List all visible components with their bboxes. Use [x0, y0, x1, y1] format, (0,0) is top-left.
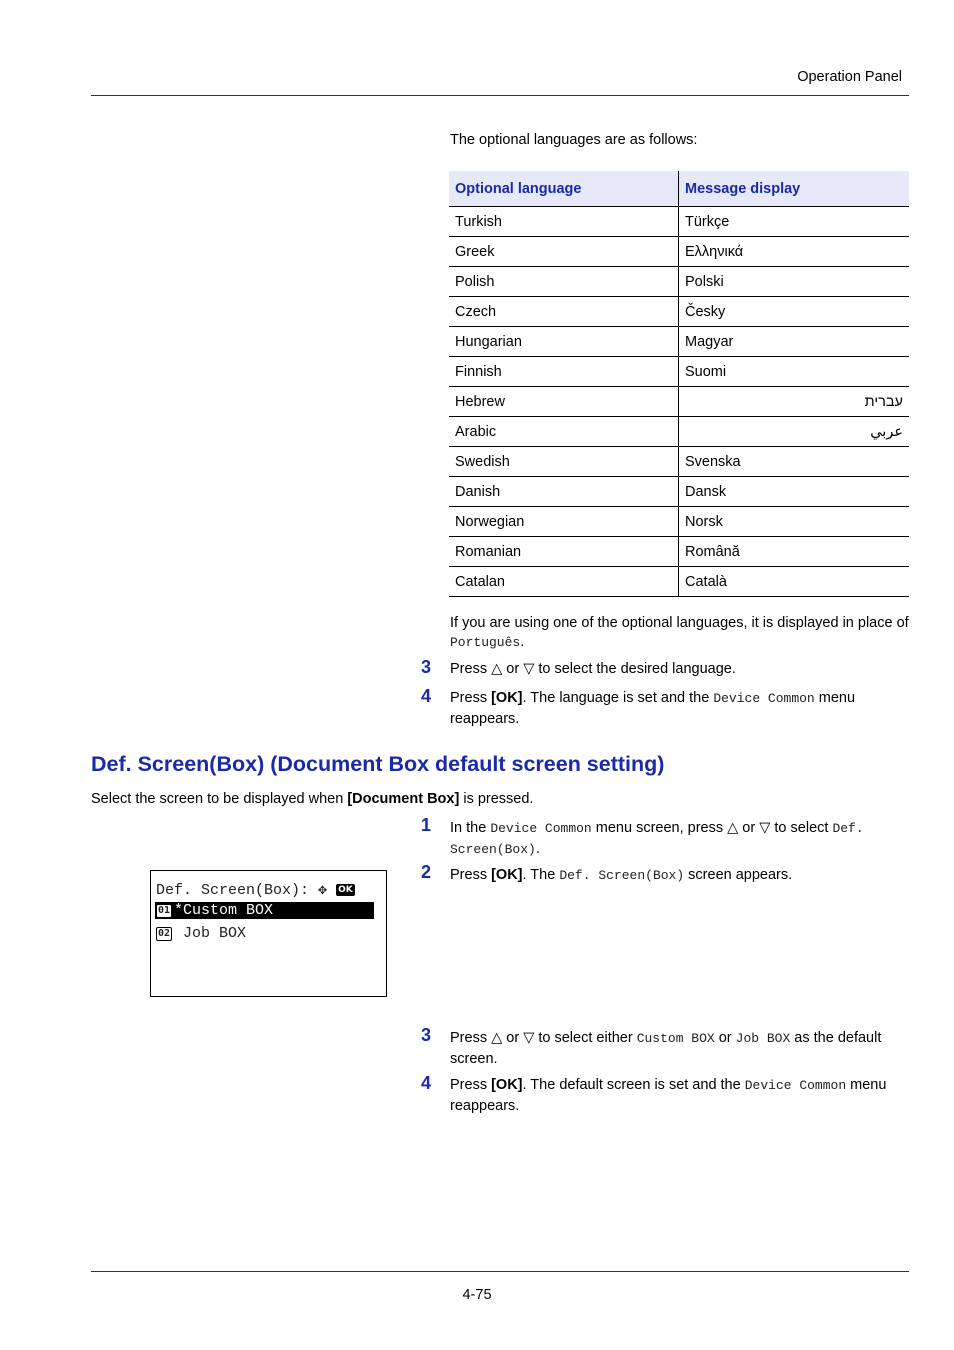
index-badge: 01	[158, 905, 171, 916]
message-display-cell: Česky	[679, 297, 910, 327]
languages-table	[449, 171, 909, 597]
language-name-cell: Turkish	[449, 207, 679, 237]
step-number: 4	[421, 686, 432, 706]
column-header: Message display	[679, 171, 910, 207]
table-row	[449, 447, 909, 477]
language-name-cell: Polish	[449, 267, 679, 297]
language-name-cell: Czech	[449, 297, 679, 327]
table-header-row	[449, 171, 909, 207]
header-section-title: Operation Panel	[797, 69, 902, 85]
message-display-cell: Magyar	[679, 327, 910, 357]
table-row	[449, 387, 909, 417]
table-row	[449, 507, 909, 537]
index-badge: 02	[158, 928, 171, 939]
table-row	[449, 237, 909, 267]
step-number: 4	[421, 1073, 432, 1093]
table-row	[449, 297, 909, 327]
message-display-cell: Polski	[679, 267, 910, 297]
message-display-cell: عربي	[679, 417, 910, 447]
lcd-title: Def. Screen(Box): ✥ OK	[156, 882, 353, 899]
section-description: Select the screen to be displayed when [Document Box] is pressed.	[91, 791, 534, 807]
message-display-cell: Dansk	[679, 477, 910, 507]
step-text: Press [OK]. The default screen is set and the Device Common menu reappears.	[450, 1077, 887, 1114]
message-display-cell: Norsk	[679, 507, 910, 537]
language-name-cell: Danish	[449, 477, 679, 507]
message-display-cell: Suomi	[679, 357, 910, 387]
portugues-code: Português	[450, 635, 521, 650]
arrows-icon: ✥	[318, 882, 328, 899]
table-row	[449, 207, 909, 237]
optional-language-note: If you are using one of the optional languages, it is displayed in place of Português.	[450, 615, 909, 650]
column-header: Optional language	[449, 171, 679, 207]
step-number: 1	[421, 815, 432, 835]
step-text: Press △ or ▽ to select either Custom BOX or Job BOX as the default screen.	[450, 1030, 882, 1067]
language-name-cell: Arabic	[449, 417, 679, 447]
message-display-cell: Català	[679, 567, 910, 597]
table-row	[449, 417, 909, 447]
message-display-cell: עברית	[679, 387, 910, 417]
table-row	[449, 357, 909, 387]
message-display-cell: Română	[679, 537, 910, 567]
language-name-cell: Greek	[449, 237, 679, 267]
page-number: 4-75	[462, 1287, 492, 1303]
message-display-cell: Ελληνικά	[679, 237, 910, 267]
ok-icon: OK	[338, 885, 353, 895]
language-name-cell: Finnish	[449, 357, 679, 387]
language-name-cell: Swedish	[449, 447, 679, 477]
table-row	[449, 477, 909, 507]
lcd-item-selected: 01 *Custom BOX	[158, 902, 274, 919]
lcd-item: 02 Job BOX	[158, 925, 247, 942]
language-name-cell: Hebrew	[449, 387, 679, 417]
step-text: Press △ or ▽ to select the desired language.	[450, 661, 736, 677]
table-row	[449, 327, 909, 357]
step-number: 3	[421, 657, 432, 677]
step-number: 3	[421, 1025, 432, 1045]
step-text: In the Device Common menu screen, press △ or ▽ to select Def. Screen(Box).	[450, 820, 864, 857]
header-rule	[91, 95, 909, 96]
language-name-cell: Catalan	[449, 567, 679, 597]
table-row	[449, 267, 909, 297]
intro-text: The optional languages are as follows:	[450, 132, 698, 148]
language-name-cell: Romanian	[449, 537, 679, 567]
message-display-cell: Svenska	[679, 447, 910, 477]
lcd-screen	[150, 870, 387, 997]
message-display-cell: Türkçe	[679, 207, 910, 237]
section-heading: Def. Screen(Box) (Document Box default screen setting)	[91, 752, 665, 776]
table-row	[449, 567, 909, 597]
step-text: Press [OK]. The language is set and the Device Common menu reappears.	[450, 690, 856, 727]
language-name-cell: Hungarian	[449, 327, 679, 357]
language-name-cell: Norwegian	[449, 507, 679, 537]
footer-rule	[91, 1271, 909, 1272]
step-text: Press [OK]. The Def. Screen(Box) screen appears.	[450, 867, 793, 883]
table-row	[449, 537, 909, 567]
step-number: 2	[421, 862, 432, 882]
